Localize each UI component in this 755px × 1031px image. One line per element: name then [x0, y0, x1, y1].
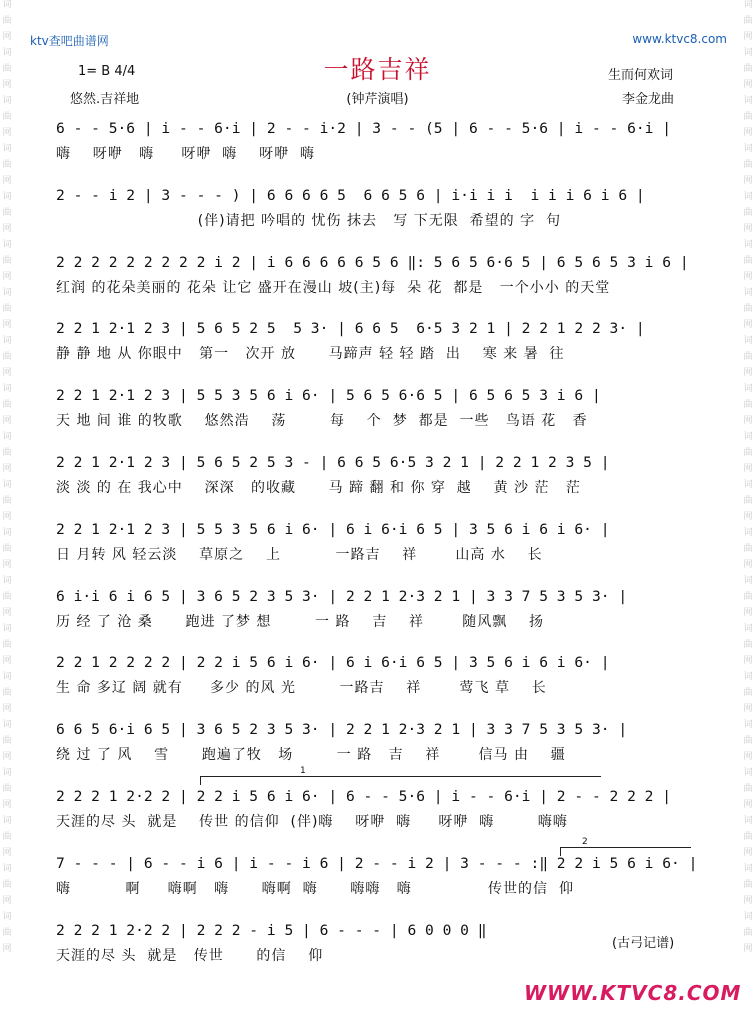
score-line: [56, 320, 725, 363]
lyrics-line: 红润 的花朵美丽的 花朵 让它 盛开在漫山 坡(主)每 朵 花 都是 一个小小 的天堂: [56, 279, 611, 296]
watermark-char: 曲: [743, 16, 753, 26]
notation-line: 2 2 1 2·1 2 3 | 5 5 3 5 6 i 6· | 6 i 6·i 6 5 | 3 5 6 i 6 i 6· |: [56, 520, 610, 538]
watermark-char: 网: [743, 80, 753, 90]
watermark-char: 网: [2, 368, 12, 378]
watermark-char: 曲: [743, 736, 753, 746]
watermark-char: 词: [743, 336, 753, 346]
watermark-char: 词: [743, 864, 753, 874]
notation-line: 2 2 1 2 2 2 2 | 2 2 i 5 6 i 6· | 6 i 6·i 6 5 | 3 5 6 i 6 i 6· |: [56, 654, 610, 672]
watermark-char: 词: [2, 192, 12, 202]
watermark-char: 网: [2, 560, 12, 570]
watermark-char: 曲: [2, 496, 12, 506]
score-line: [56, 454, 725, 497]
volta-first-ending: [200, 776, 601, 785]
lyrics-line: 淡 淡 的 在 我心中 深深 的收藏 马 蹄 翻 和 你 穿 越 黄 沙 茫 茫: [56, 480, 581, 496]
lyrics-line: 历 经 了 沧 桑 跑进 了梦 想 一 路 吉 祥 随风飘 扬: [56, 613, 545, 630]
watermark-char: 词: [2, 864, 12, 874]
notation-line: 2 2 1 2·1 2 3 | 5 6 5 2 5 5 3· | 6 6 5 6·5 3 2 1 | 2 2 1 2 2 3· |: [56, 320, 645, 338]
song-title: 一路吉祥: [323, 55, 432, 84]
lyricist-credit: 生而何欢词: [608, 68, 674, 83]
lyrics-line: 日 月转 风 轻云淡 草原之 上 一路吉 祥 山高 水 长: [56, 546, 543, 563]
watermark-char: 曲: [2, 832, 12, 842]
watermark-char: 网: [743, 176, 753, 186]
watermark-char: 词: [2, 240, 12, 250]
watermark-char: 词: [743, 672, 753, 682]
lyrics-line: 静 静 地 从 你眼中 第一 次开 放 马蹄声 轻 轻 踏 出 寒 来 暑 往: [56, 346, 565, 363]
watermark-char: 曲: [743, 448, 753, 458]
watermark-char: 网: [743, 320, 753, 330]
watermark-char: 曲: [743, 496, 753, 506]
watermark-char: 网: [2, 32, 12, 42]
watermark-char: 词: [2, 528, 12, 538]
watermark-char: 网: [743, 896, 753, 906]
watermark-char: 曲: [2, 400, 12, 410]
watermark-char: 网: [2, 80, 12, 90]
key-signature: 1= B 4/4: [78, 64, 136, 79]
watermark-char: 曲: [743, 352, 753, 362]
watermark-char: 曲: [2, 352, 12, 362]
watermark-char: 词: [2, 48, 12, 58]
notation-line: 6 i·i 6 i 6 5 | 3 6 5 2 3 5 3· | 2 2 1 2·3 2 1 | 3 3 7 5 3 5 3· |: [56, 587, 628, 605]
notation-line: 2 2 1 2·1 2 3 | 5 6 5 2 5 3 - | 6 6 5 6·5 3 2 1 | 2 2 1 2 3 5 |: [56, 454, 610, 471]
score-line: [56, 387, 725, 430]
watermark-char: 曲: [2, 544, 12, 554]
singer-credit: (钟芹演唱): [346, 92, 409, 107]
watermark-char: 网: [743, 32, 753, 42]
lyrics-line: (伴)请把 吟唱的 忧伤 抹去 写 下无限 希望的 字 句: [56, 212, 562, 229]
watermark-char: 曲: [2, 64, 12, 74]
watermark-char: 词: [743, 192, 753, 202]
watermark-char: 词: [743, 288, 753, 298]
watermark-char: 词: [743, 480, 753, 490]
watermark-char: 词: [2, 672, 12, 682]
watermark-char: 词: [743, 528, 753, 538]
notation-line: 2 - - i 2 | 3 - - - ) | 6 6 6 6 5 6 6 5 6 | i·i i i i i i 6 i 6 |: [56, 186, 645, 204]
watermark-char: 网: [743, 368, 753, 378]
watermark-char: 网: [2, 752, 12, 762]
watermark-char: 网: [2, 416, 12, 426]
transcriber-credit: (古弓记谱): [612, 936, 675, 951]
watermark-char: 网: [743, 512, 753, 522]
watermark-char: 词: [743, 0, 753, 10]
watermark-char: 词: [743, 48, 753, 58]
watermark-char: 网: [2, 704, 12, 714]
score-line: [56, 521, 725, 564]
watermark-char: 曲: [2, 784, 12, 794]
watermark-char: 网: [743, 656, 753, 666]
lyrics-line: 绕 过 了 风 雪 跑遍了牧 场 一 路 吉 祥 信马 由 疆: [56, 747, 566, 764]
score-line: [56, 721, 725, 764]
watermark-char: 词: [2, 816, 12, 826]
notation-line: 2 2 1 2·1 2 3 | 5 5 3 5 6 i 6· | 5 6 5 6·6 5 | 6 5 6 5 3 i 6 |: [56, 387, 601, 405]
watermark-char: 网: [2, 608, 12, 618]
watermark-char: 网: [2, 320, 12, 330]
watermark-char: 曲: [743, 640, 753, 650]
watermark-char: 网: [743, 608, 753, 618]
score-line: [56, 187, 725, 230]
watermark-char: 网: [2, 224, 12, 234]
watermark-char: 网: [743, 464, 753, 474]
score-line: [56, 654, 725, 697]
watermark-char: 网: [2, 128, 12, 138]
watermark-char: 网: [743, 416, 753, 426]
site-url-right[interactable]: www.ktvc8.com: [632, 32, 727, 46]
watermark-char: 网: [2, 800, 12, 810]
footer-brand-logo[interactable]: WWW.KTVC8.COM: [524, 981, 742, 1005]
watermark-char: 曲: [2, 112, 12, 122]
watermark-char: 网: [743, 128, 753, 138]
watermark-char: 词: [2, 384, 12, 394]
watermark-char: 词: [743, 384, 753, 394]
watermark-char: 网: [743, 848, 753, 858]
watermark-char: 词: [2, 624, 12, 634]
watermark-char: 网: [2, 464, 12, 474]
watermark-char: 网: [743, 752, 753, 762]
watermark-char: 曲: [743, 688, 753, 698]
watermark-char: 曲: [743, 400, 753, 410]
watermark-char: 网: [2, 512, 12, 522]
watermark-char: 词: [743, 240, 753, 250]
lyrics-line: 嗨 呀咿 嗨 呀咿 嗨 呀咿 嗨: [56, 146, 316, 162]
watermark-left: [0, 0, 14, 1031]
lyrics-line: 天 地 间 谁 的牧歌 悠然浩 荡 每 个 梦 都是 一些 鸟语 花 香: [56, 413, 588, 430]
composer-credit: 李金龙曲: [622, 92, 675, 107]
watermark-char: 曲: [743, 160, 753, 170]
watermark-char: 词: [2, 768, 12, 778]
watermark-char: 词: [2, 432, 12, 442]
watermark-char: 网: [743, 560, 753, 570]
notation-line: 2 2 2 1 2·2 2 | 2 2 2 - i 5 | 6 - - - | 6 0 0 0 ‖: [56, 921, 487, 939]
lyrics-line: 生 命 多辽 阔 就有 多少 的风 光 一路吉 祥 莺飞 草 长: [56, 680, 547, 697]
watermark-char: 词: [2, 480, 12, 490]
score-line: [56, 120, 725, 163]
watermark-char: 词: [743, 816, 753, 826]
watermark-char: 曲: [743, 64, 753, 74]
watermark-char: 曲: [743, 208, 753, 218]
watermark-char: 曲: [743, 784, 753, 794]
watermark-char: 网: [743, 272, 753, 282]
score-line: [56, 855, 725, 898]
watermark-char: 曲: [743, 112, 753, 122]
tempo-marking: 悠然.吉祥地: [70, 92, 140, 107]
watermark-char: 词: [2, 720, 12, 730]
watermark-char: 网: [2, 944, 12, 954]
watermark-char: 词: [743, 624, 753, 634]
watermark-char: 词: [743, 576, 753, 586]
volta-second-ending: [560, 847, 691, 856]
watermark-char: 词: [743, 720, 753, 730]
site-name-left[interactable]: ktv查吧曲谱网: [30, 34, 109, 48]
watermark-char: 网: [2, 848, 12, 858]
watermark-char: 网: [2, 272, 12, 282]
watermark-char: 曲: [743, 544, 753, 554]
watermark-char: 曲: [2, 160, 12, 170]
watermark-char: 网: [743, 944, 753, 954]
watermark-char: 词: [2, 0, 12, 10]
watermark-char: 词: [743, 432, 753, 442]
watermark-char: 曲: [743, 928, 753, 938]
watermark-char: 曲: [743, 832, 753, 842]
watermark-char: 网: [2, 656, 12, 666]
lyrics-line: 嗨 啊 嗨啊 嗨 嗨啊 嗨 嗨嗨 嗨 传世的信 仰: [56, 880, 574, 897]
score-line: [56, 588, 725, 631]
watermark-char: 词: [743, 768, 753, 778]
watermark-char: 曲: [2, 928, 12, 938]
watermark-char: 网: [2, 176, 12, 186]
watermark-char: 词: [2, 336, 12, 346]
watermark-char: 词: [2, 576, 12, 586]
watermark-char: 网: [743, 224, 753, 234]
score-line: [56, 254, 725, 297]
watermark-char: 曲: [2, 688, 12, 698]
watermark-right: [741, 0, 755, 1031]
watermark-char: 曲: [2, 736, 12, 746]
watermark-char: 曲: [743, 880, 753, 890]
notation-line: 6 - - 5·6 | i - - 6·i | 2 - - i·2 | 3 - - (5 | 6 - - 5·6 | i - - 6·i |: [56, 120, 672, 137]
watermark-char: 曲: [743, 592, 753, 602]
score-line: [56, 788, 725, 831]
watermark-char: 曲: [2, 208, 12, 218]
watermark-char: 曲: [2, 304, 12, 314]
watermark-char: 曲: [2, 448, 12, 458]
lyrics-line: 天涯的尽 头 就是 传世 的信仰 (伴)嗨 呀咿 嗨 呀咿 嗨 嗨嗨: [56, 814, 568, 830]
watermark-char: 曲: [2, 256, 12, 266]
notation-line: 6 6 5 6·i 6 5 | 3 6 5 2 3 5 3· | 2 2 1 2·3 2 1 | 3 3 7 5 3 5 3· |: [56, 721, 628, 739]
watermark-char: 网: [2, 896, 12, 906]
watermark-char: 词: [743, 96, 753, 106]
watermark-char: 网: [743, 704, 753, 714]
watermark-char: 词: [2, 144, 12, 154]
volta-first-number: 1: [300, 766, 306, 776]
watermark-char: 词: [743, 144, 753, 154]
watermark-char: 词: [2, 96, 12, 106]
notation-line: 2 2 2 2 2 2 2 2 2 i 2 | i 6 6 6 6 6 5 6 ‖: 5 6 5 6·6 5 | 6 5 6 5 3 i 6 |: [56, 253, 689, 271]
watermark-char: 曲: [743, 256, 753, 266]
watermark-char: 曲: [2, 880, 12, 890]
watermark-char: 曲: [2, 16, 12, 26]
watermark-char: 曲: [2, 592, 12, 602]
lyrics-line: 天涯的尽 头 就是 传世 的信 仰: [56, 947, 324, 964]
watermark-char: 词: [743, 912, 753, 922]
watermark-char: 曲: [2, 640, 12, 650]
notation-line: 7 - - - | 6 - - i 6 | i - - i 6 | 2 - - i 2 | 3 - - - :‖ 2 2 i 5 6 i 6· |: [56, 854, 698, 872]
notation-line: 2 2 2 1 2·2 2 | 2 2 i 5 6 i 6· | 6 - - 5·6 | i - - 6·i | 2 - - 2 2 2 |: [56, 788, 672, 805]
watermark-char: 词: [2, 288, 12, 298]
volta-second-number: 2: [582, 837, 588, 847]
watermark-char: 曲: [743, 304, 753, 314]
watermark-char: 网: [743, 800, 753, 810]
watermark-char: 词: [2, 912, 12, 922]
